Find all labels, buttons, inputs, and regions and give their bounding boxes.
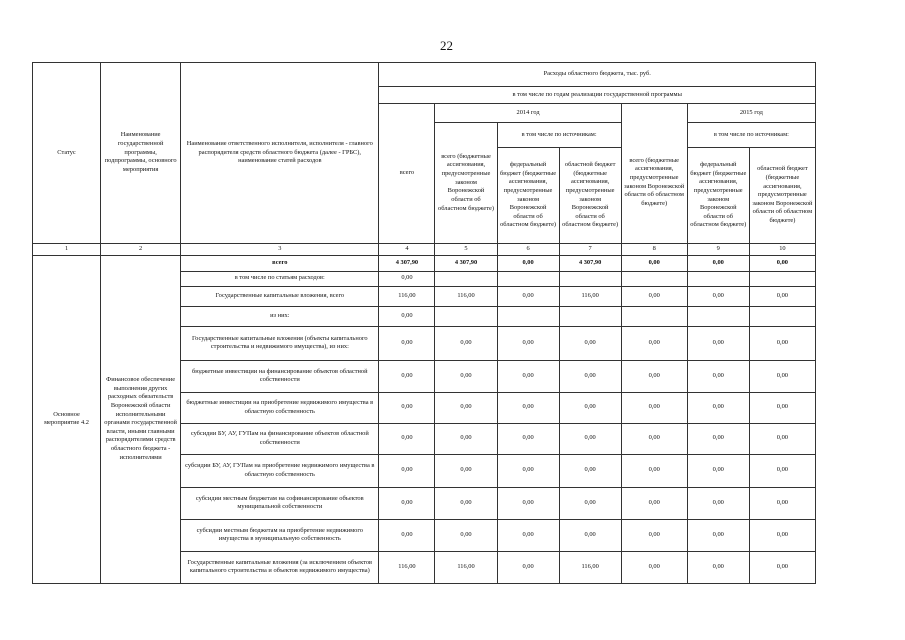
header-program-name: Наименование государственной программы, подпрограммы, основного мероприятия: [101, 63, 181, 244]
value-cell: 0,00: [497, 392, 559, 423]
value-cell: 0,00: [687, 519, 749, 551]
value-cell: 0,00: [497, 286, 559, 306]
empty-cell: [687, 306, 749, 326]
value-cell: 0,00: [621, 487, 687, 519]
value-cell: 0,00: [687, 487, 749, 519]
empty-cell: [749, 271, 815, 286]
header-executor-name: Наименование ответственного исполнителя, исполнителя - главного распорядителя средств областного бюджета (далее - ГРБС), наименование статей расходов: [181, 63, 379, 244]
empty-cell: [497, 271, 559, 286]
value-cell: 116,00: [379, 286, 435, 306]
column-number: 6: [497, 244, 559, 256]
value-cell: 0,00: [621, 519, 687, 551]
row-label: субсидии БУ, АУ, ГУПам на приобретение недвижимого имущества в областную собственность: [181, 454, 379, 487]
value-cell: 0,00: [379, 423, 435, 454]
header-total-allocations-2015: всего (бюджетные ассигнования, предусмотренные законом Воронежской области об областном бюджете): [621, 123, 687, 244]
value-cell: 116,00: [435, 286, 497, 306]
value-cell: 0,00: [749, 326, 815, 360]
column-number: 7: [559, 244, 621, 256]
value-cell: 0,00: [687, 326, 749, 360]
value-cell: 0,00: [435, 360, 497, 392]
value-cell: 0,00: [621, 255, 687, 271]
value-cell: 0,00: [749, 487, 815, 519]
value-cell: 0,00: [559, 487, 621, 519]
header-year-2014: 2014 год: [435, 104, 621, 123]
value-cell: 0,00: [379, 271, 435, 286]
value-cell: 0,00: [749, 454, 815, 487]
value-cell: 0,00: [559, 326, 621, 360]
value-cell: 0,00: [687, 255, 749, 271]
program-cell: Финансовое обеспечение выполнения других расходных обязательств Воронежской области исполнительными органами государственной власти, иными главными распорядителями средств областного бюджета - исполнителями: [101, 255, 181, 583]
column-number: 5: [435, 244, 497, 256]
value-cell: 116,00: [559, 286, 621, 306]
column-number: 1: [33, 244, 101, 256]
value-cell: 0,00: [435, 392, 497, 423]
column-number: 10: [749, 244, 815, 256]
value-cell: 0,00: [559, 392, 621, 423]
value-cell: 0,00: [749, 423, 815, 454]
column-number: 3: [181, 244, 379, 256]
value-cell: 0,00: [497, 360, 559, 392]
row-label: бюджетные инвестиции на приобретение недвижимого имущества в областную собственность: [181, 392, 379, 423]
page-number: 22: [440, 38, 453, 53]
value-cell: 0,00: [379, 360, 435, 392]
value-cell: 0,00: [749, 519, 815, 551]
value-cell: 0,00: [621, 551, 687, 583]
value-cell: 0,00: [497, 487, 559, 519]
value-cell: 0,00: [687, 423, 749, 454]
value-cell: 4 307,90: [435, 255, 497, 271]
row-label: бюджетные инвестиции на финансирование объектов областной собственности: [181, 360, 379, 392]
value-cell: 0,00: [559, 423, 621, 454]
value-cell: 0,00: [559, 454, 621, 487]
value-cell: 0,00: [435, 487, 497, 519]
row-label: Государственные капитальные вложения (за исключением объектов капитального строительства и объектов недвижимого имущества): [181, 551, 379, 583]
header-expenses-title: Расходы областного бюджета, тыс. руб.: [379, 63, 816, 87]
value-cell: 0,00: [749, 255, 815, 271]
value-cell: 0,00: [379, 392, 435, 423]
value-cell: 0,00: [687, 286, 749, 306]
budget-table: [32, 62, 816, 584]
value-cell: 0,00: [621, 360, 687, 392]
value-cell: 0,00: [621, 454, 687, 487]
header-total: всего: [379, 104, 435, 244]
empty-cell: [435, 271, 497, 286]
column-number: 8: [621, 244, 687, 256]
header-total-allocations-2014: всего (бюджетные ассигнования, предусмотренные законом Воронежской области об областном бюджете): [435, 123, 497, 244]
value-cell: 0,00: [559, 360, 621, 392]
value-cell: 0,00: [559, 519, 621, 551]
header-by-sources-2014: в том числе по источникам:: [497, 123, 621, 148]
value-cell: 0,00: [497, 423, 559, 454]
row-label: всего: [181, 255, 379, 271]
value-cell: 0,00: [749, 286, 815, 306]
value-cell: 4 307,90: [379, 255, 435, 271]
value-cell: 0,00: [497, 326, 559, 360]
value-cell: 0,00: [687, 454, 749, 487]
column-number: 9: [687, 244, 749, 256]
empty-cell: [435, 306, 497, 326]
value-cell: 0,00: [435, 326, 497, 360]
empty-cell: [559, 271, 621, 286]
value-cell: 0,00: [497, 454, 559, 487]
row-label: субсидии БУ, АУ, ГУПам на финансирование объектов областной собственности: [181, 423, 379, 454]
value-cell: 116,00: [559, 551, 621, 583]
value-cell: 0,00: [621, 286, 687, 306]
value-cell: 0,00: [687, 360, 749, 392]
header-federal-budget-2014: федеральный бюджет (бюджетные ассигнования, предусмотренные законом Воронежской области об областном бюджете): [497, 148, 559, 244]
row-label: субсидии местным бюджетам на приобретение недвижимого имущества в муниципальную собственность: [181, 519, 379, 551]
value-cell: 0,00: [687, 551, 749, 583]
value-cell: 0,00: [435, 519, 497, 551]
row-label: Государственные капитальные вложения, всего: [181, 286, 379, 306]
value-cell: 0,00: [687, 392, 749, 423]
header-regional-budget-2015: областной бюджет (бюджетные ассигнования, предусмотренные законом Воронежской области об областном бюджете): [749, 148, 815, 244]
header-by-years: в том числе по годам реализации государственной программы: [379, 87, 816, 104]
value-cell: 0,00: [379, 519, 435, 551]
row-label: из них:: [181, 306, 379, 326]
value-cell: 4 307,90: [559, 255, 621, 271]
column-number: 2: [101, 244, 181, 256]
row-label: Государственные капитальные вложения (объекты капитального строительства и недвижимого имущества), из них:: [181, 326, 379, 360]
value-cell: 116,00: [435, 551, 497, 583]
table-row: [33, 255, 816, 271]
value-cell: 0,00: [379, 454, 435, 487]
value-cell: 0,00: [497, 255, 559, 271]
row-label: субсидии местным бюджетам на софинансирование объектов муниципальной собственности: [181, 487, 379, 519]
value-cell: 0,00: [435, 454, 497, 487]
empty-cell: [749, 306, 815, 326]
value-cell: 0,00: [497, 551, 559, 583]
empty-cell: [621, 306, 687, 326]
value-cell: 0,00: [621, 392, 687, 423]
value-cell: 0,00: [379, 306, 435, 326]
value-cell: 116,00: [379, 551, 435, 583]
value-cell: 0,00: [749, 360, 815, 392]
header-year-2015-spacer: [621, 104, 687, 123]
value-cell: 0,00: [379, 487, 435, 519]
value-cell: 0,00: [435, 423, 497, 454]
value-cell: 0,00: [379, 326, 435, 360]
value-cell: 0,00: [621, 423, 687, 454]
empty-cell: [621, 271, 687, 286]
empty-cell: [559, 306, 621, 326]
column-number: 4: [379, 244, 435, 256]
header-federal-budget-2015: федеральный бюджет (бюджетные ассигнования, предусмотренные законом Воронежской области об областном бюджете): [687, 148, 749, 244]
value-cell: 0,00: [621, 326, 687, 360]
header-regional-budget-2014: областной бюджет (бюджетные ассигнования, предусмотренные законом Воронежской области об областном бюджете): [559, 148, 621, 244]
status-cell: Основное мероприятие 4.2: [33, 255, 101, 583]
header-year-2015: 2015 год: [687, 104, 815, 123]
value-cell: 0,00: [749, 551, 815, 583]
header-by-sources-2015: в том числе по источникам:: [687, 123, 815, 148]
header-status: Статус: [33, 63, 101, 244]
value-cell: 0,00: [497, 519, 559, 551]
value-cell: 0,00: [749, 392, 815, 423]
row-label: в том числе по статьям расходов:: [181, 271, 379, 286]
empty-cell: [497, 306, 559, 326]
empty-cell: [687, 271, 749, 286]
